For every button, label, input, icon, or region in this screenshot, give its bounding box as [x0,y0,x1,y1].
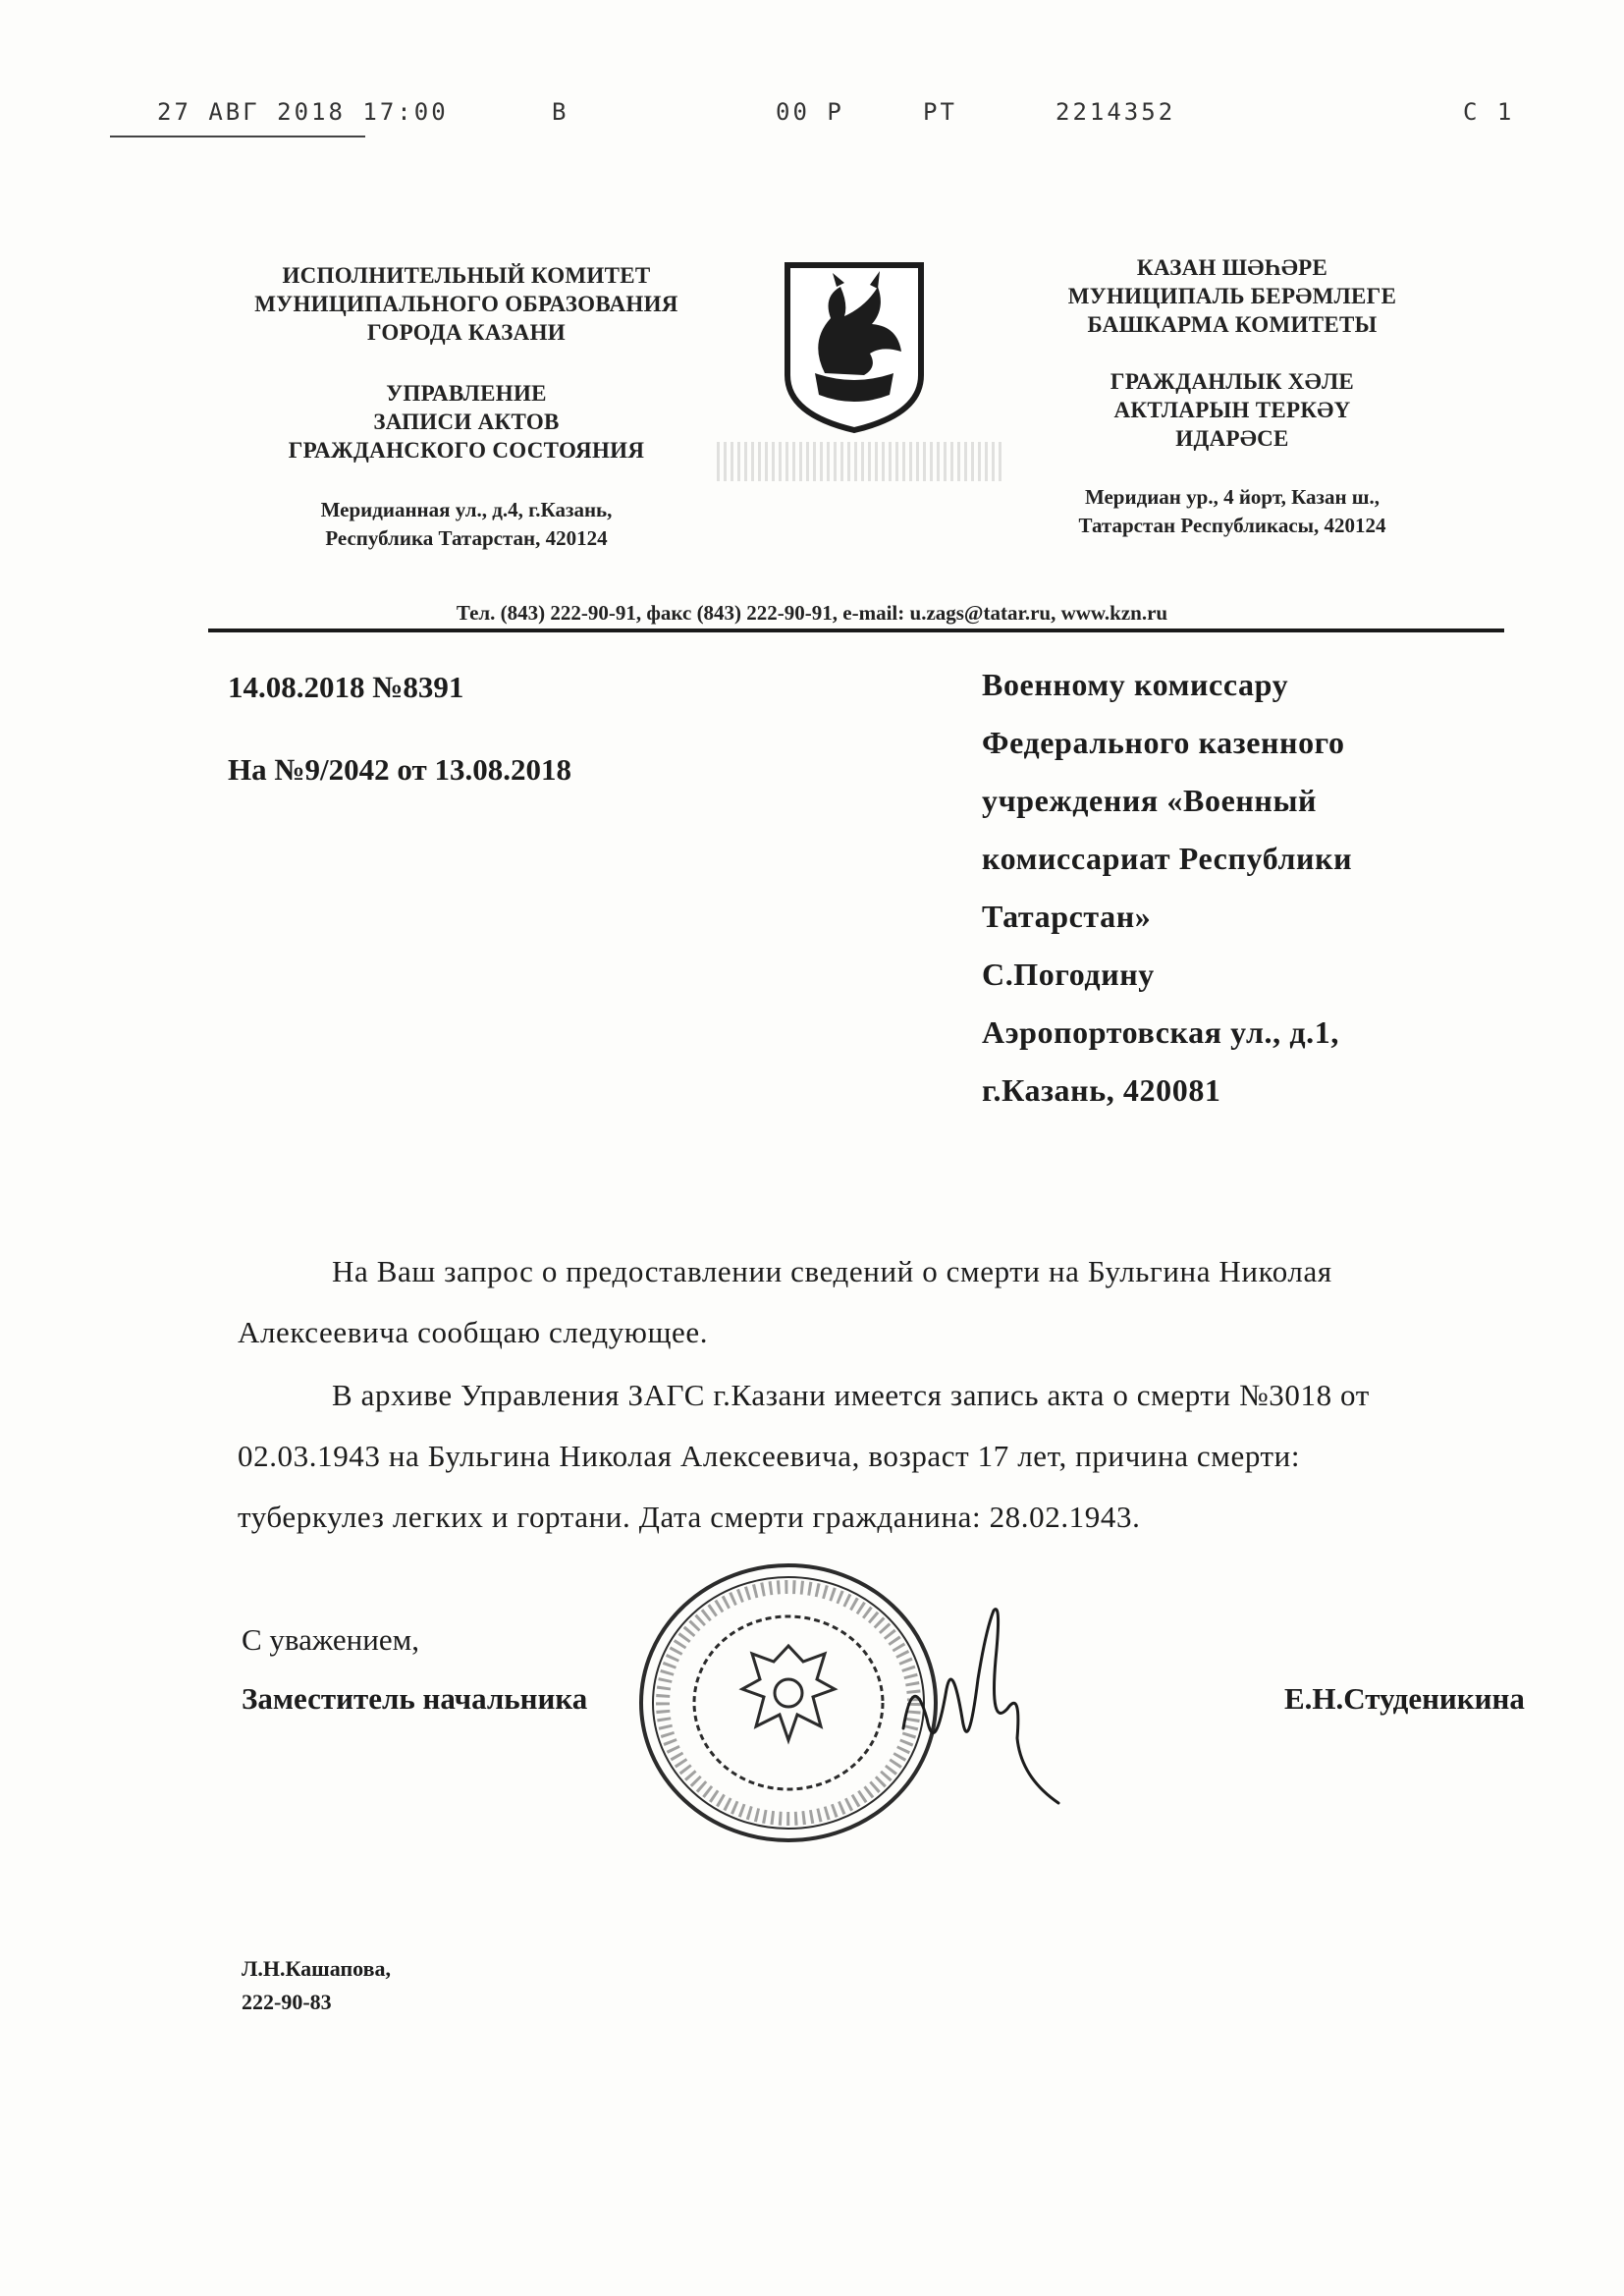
letterhead-left-dept [226,379,707,465]
letterhead-right-dept-line1: ГРАЖДАНЛЫК ХӘЛЕ [1110,369,1355,394]
letterhead-right-dept-line2: АКТЛАРЫН ТЕРКӘҮ [1113,398,1351,422]
recipient-block [982,656,1434,1120]
body-p1-line2: Алексеевича сообщаю следующее. [238,1315,709,1349]
fax-number: 2214352 [1056,98,1176,126]
recipient-line: Татарстан» [982,899,1152,934]
letterhead-left-dept-line2: ЗАПИСИ АКТОВ [373,410,560,434]
fax-field-c: 00 Р [776,98,844,126]
scan-noise-decoration [717,442,1001,481]
recipient-line: Федерального казенного [982,725,1345,760]
coat-of-arms-icon [776,257,933,434]
outgoing-reference: 14.08.2018 №8391 [228,670,464,704]
fax-page: С 1 [1463,98,1515,126]
recipient-line: Аэропортовская ул., д.1, [982,1014,1339,1050]
letterhead-left-dept-line1: УПРАВЛЕНИЕ [386,381,547,406]
closing-regards: С уважением, [242,1622,419,1657]
recipient-line: г.Казань, 420081 [982,1072,1221,1108]
handwritten-signature-icon [884,1571,1080,1807]
executor-name: Л.Н.Кашапова, [242,1956,391,1981]
fax-field-d: РТ [923,98,957,126]
letterhead-left-org-line3: ГОРОДА КАЗАНИ [367,320,566,345]
body-p2-line2: 02.03.1943 на Бульгина Николая Алексеевича, возраст 17 лет, причина смерти: [238,1439,1301,1473]
closing-position: Заместитель начальника [242,1681,588,1716]
reply-reference: На №9/2042 от 13.08.2018 [228,752,571,787]
recipient-line: учреждения «Военный [982,783,1318,818]
letterhead-left-org-line1: ИСПОЛНИТЕЛЬНЫЙ КОМИТЕТ [282,263,651,288]
letterhead-right-addr-line2: Татарстан Республикасы, 420124 [1078,514,1386,537]
letterhead-right-dept [1041,367,1424,453]
letterhead-left-org [226,261,707,347]
body-p2-line3: туберкулез легких и гортани. Дата смерти гражданина: 28.02.1943. [238,1500,1141,1534]
fax-field-b: В [552,98,569,126]
executor-block [242,1952,391,2019]
letterhead-right-addr-line1: Меридиан ур., 4 йорт, Казан ш., [1084,485,1380,509]
letterhead-right-dept-line3: ИДАРӘСЕ [1175,426,1289,451]
body-p1-line1: На Ваш запрос о предоставлении сведений о смерти на Бульгина Николая [332,1254,1332,1288]
letterhead-left-address [226,496,707,553]
body-p2-line1: В архиве Управления ЗАГС г.Казани имеется запись акта о смерти №3018 от [332,1378,1370,1412]
letterhead-right-org [1041,253,1424,339]
letterhead-left-org-line2: МУНИЦИПАЛЬНОГО ОБРАЗОВАНИЯ [254,292,678,316]
letterhead-contact: Тел. (843) 222-90-91, факс (843) 222-90-91, e-mail: u.zags@tatar.ru, www.kzn.ru [456,601,1168,625]
recipient-line: комиссариат Республики [982,841,1353,876]
closing-signer: Е.Н.Студеникина [1284,1681,1525,1716]
fax-underline [110,136,365,137]
letterhead-left-addr-line2: Республика Татарстан, 420124 [325,526,608,550]
letterhead-rule [208,629,1504,632]
body-paragraph-2 [238,1365,1575,1548]
letterhead-right-address [1031,483,1434,540]
letterhead-left-dept-line3: ГРАЖДАНСКОГО СОСТОЯНИЯ [288,438,645,463]
executor-phone: 222-90-83 [242,1990,332,2014]
body-paragraph-1 [238,1241,1575,1363]
letterhead-right-org-line1: КАЗАН ШӘҺӘРЕ [1136,255,1328,280]
letterhead-right-org-line3: БАШКАРМА КОМИТЕТЫ [1087,312,1378,337]
recipient-line: С.Погодину [982,957,1155,992]
fax-datetime: 27 АВГ 2018 17:00 [157,98,449,126]
recipient-line: Военному комиссару [982,667,1289,702]
letterhead-right-org-line2: МУНИЦИПАЛЬ БЕРӘМЛЕГЕ [1067,284,1397,308]
letterhead-left-addr-line1: Меридианная ул., д.4, г.Казань, [320,498,613,521]
